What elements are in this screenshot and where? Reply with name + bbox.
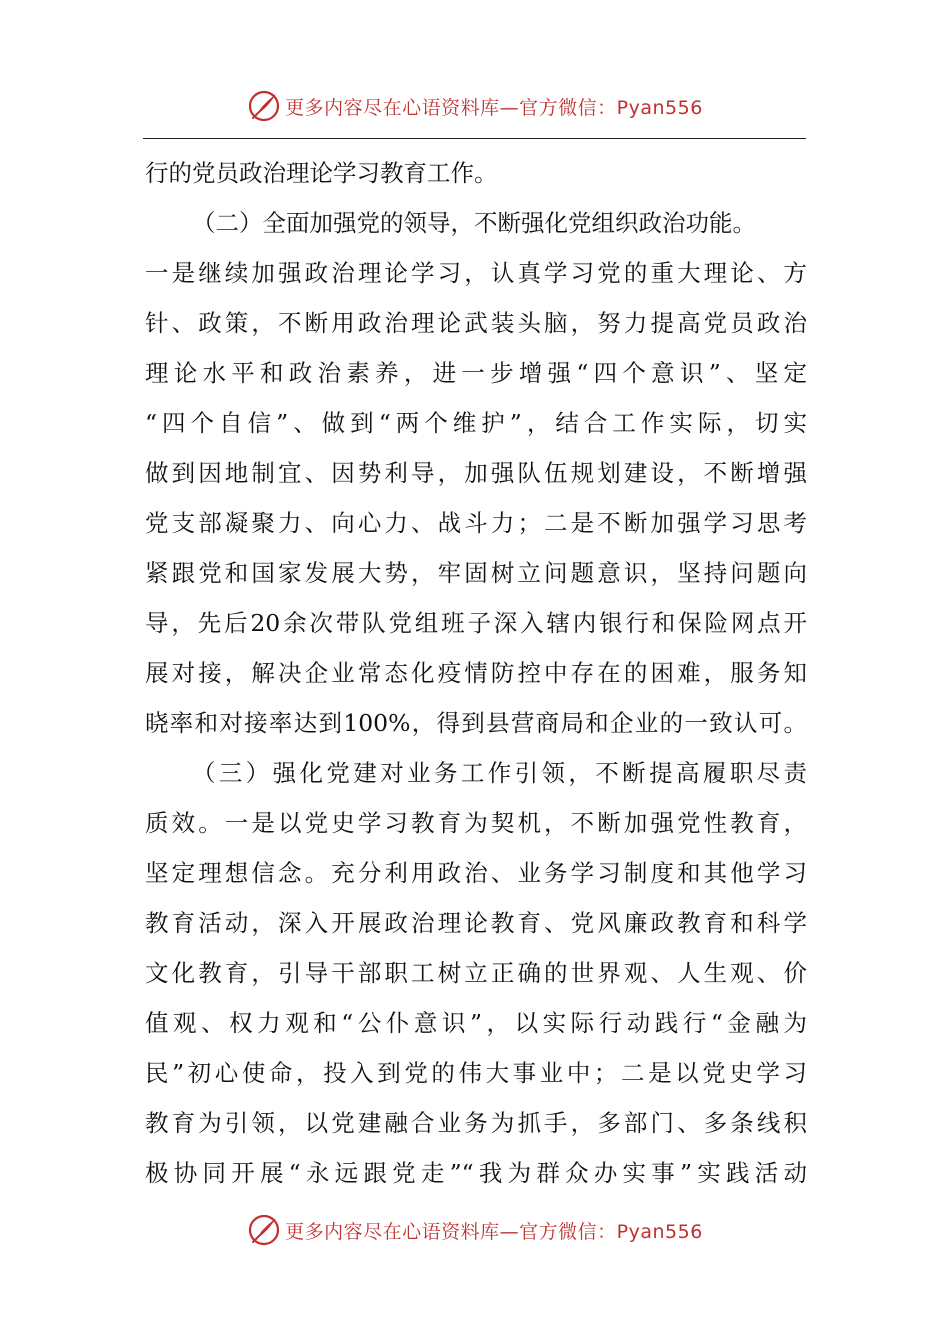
text-line: 针、政策，不断用政治理论武装头脑，努力提高党员政治 <box>145 309 807 337</box>
text-line: “四个自信”、做到“两个维护”，结合工作实际，切实 <box>145 409 807 437</box>
quill-logo-icon <box>247 1213 281 1247</box>
header-divider <box>143 138 806 139</box>
text-line: 质效。一是以党史学习教育为契机，不断加强党性教育， <box>145 809 807 837</box>
text-line: 党支部凝聚力、向心力、战斗力；二是不断加强学习思考 <box>145 509 807 537</box>
text-line: 值观、权力观和“公仆意识”，以实际行动践行“金融为 <box>145 1009 807 1037</box>
watermark-text: 更多内容尽在心语资料库—官方微信：Pyan556 <box>285 96 703 119</box>
text-line: 理论水平和政治素养，进一步增强“四个意识”、坚定 <box>145 359 807 387</box>
text-line: 教育为引领，以党建融合业务为抓手，多部门、多条线积 <box>145 1109 807 1137</box>
text-line: 教育活动，深入开展政治理论教育、党风廉政教育和科学 <box>145 909 807 937</box>
watermark-text: 更多内容尽在心语资料库—官方微信：Pyan556 <box>285 1220 703 1243</box>
text-line: 民”初心使命，投入到党的伟大事业中；二是以党史学习 <box>145 1059 807 1087</box>
document-body <box>145 148 807 1198</box>
text-line: 晓率和对接率达到100%，得到县营商局和企业的一致认可。 <box>145 709 807 737</box>
section-heading: （三）强化党建对业务工作引领，不断提高履职尽责 <box>192 759 807 787</box>
text-line: 导，先后20余次带队党组班子深入辖内银行和保险网点开 <box>145 609 807 637</box>
text-line: 极协同开展“永远跟党走”“我为群众办实事”实践活动 <box>145 1159 807 1187</box>
text-line: 紧跟党和国家发展大势，牢固树立问题意识，坚持问题向 <box>145 559 807 587</box>
section-heading: （二）全面加强党的领导，不断强化党组织政治功能。 <box>192 209 756 237</box>
quill-logo-icon <box>247 89 281 123</box>
text-line: 展对接，解决企业常态化疫情防控中存在的困难，服务知 <box>145 659 807 687</box>
header-watermark <box>0 86 950 126</box>
text-line: 一是继续加强政治理论学习，认真学习党的重大理论、方 <box>145 259 807 287</box>
text-line: 文化教育，引导干部职工树立正确的世界观、人生观、价 <box>145 959 807 987</box>
text-line: 做到因地制宜、因势利导，加强队伍规划建设，不断增强 <box>145 459 807 487</box>
footer-watermark <box>0 1210 950 1250</box>
text-line: 坚定理想信念。充分利用政治、业务学习制度和其他学习 <box>145 859 807 887</box>
text-line: 行的党员政治理论学习教育工作。 <box>145 159 498 187</box>
